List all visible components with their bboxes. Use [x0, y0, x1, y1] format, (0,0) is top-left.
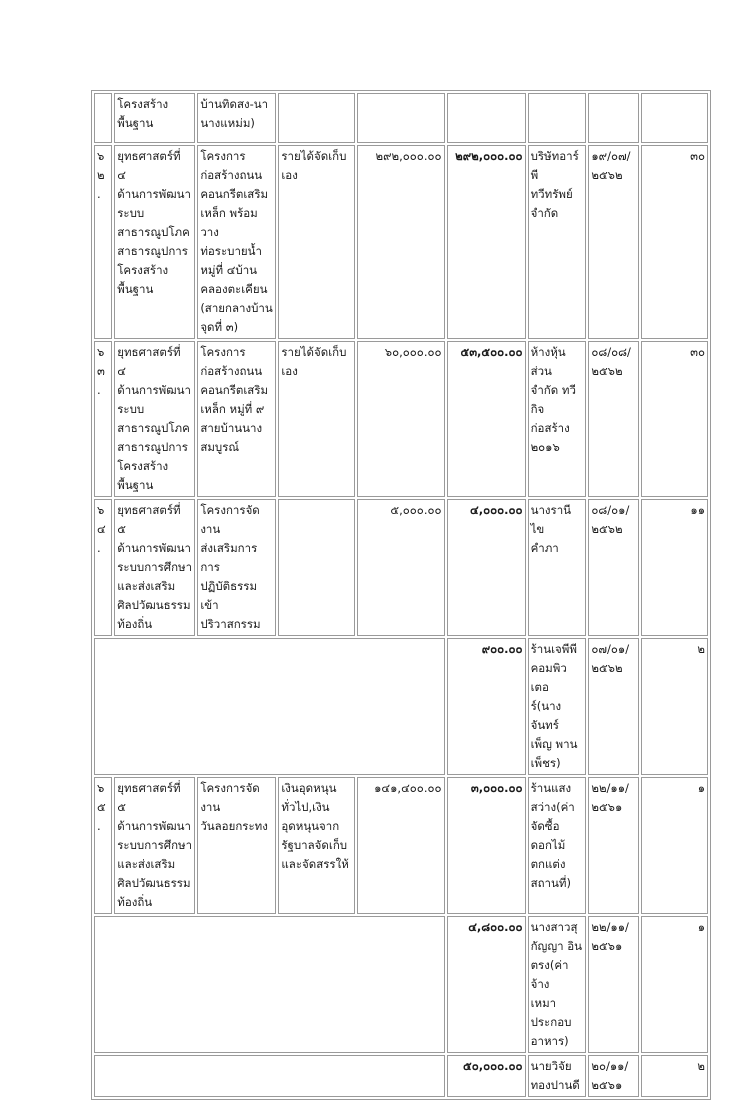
- contractor-cell-text: บริษัทอาร์พี ทวีทรัพย์ จำกัด: [530, 149, 579, 220]
- date-cell: [588, 777, 639, 914]
- budget-cell: [357, 777, 444, 914]
- contractor-cell: [528, 341, 587, 497]
- date-cell-text: ๒๐/๑๑/ ๒๕๖๑: [591, 1059, 629, 1092]
- budget-cell-text: ๒๙๒,๐๐๐.๐๐: [375, 149, 442, 163]
- date-cell-text: ๐๘/๐๑/ ๒๕๖๒: [591, 503, 630, 536]
- days-cell-text: ๒: [697, 1059, 705, 1073]
- budget-source-cell: [278, 341, 355, 497]
- amount-cell-text: ๙๐๐.๐๐: [481, 642, 523, 656]
- amount-cell: [447, 777, 526, 914]
- project-cell-text: โครงการจัดงาน ส่งเสริมการการ ปฏิบัติธรรมเข้า ปริวาสกรรม: [200, 503, 261, 631]
- budget-cell: [357, 145, 444, 339]
- row-number-cell: [94, 145, 112, 339]
- row-number-cell: [94, 93, 112, 143]
- contractor-cell: [528, 1055, 587, 1097]
- amount-cell: [447, 1055, 526, 1097]
- contractor-cell: [528, 638, 587, 775]
- strategy-cell: [114, 93, 195, 143]
- days-cell: [641, 145, 708, 339]
- amount-cell: [447, 499, 526, 636]
- date-cell-text: ๒๒/๑๑/ ๒๕๖๑: [591, 920, 629, 953]
- contractor-cell-text: ร้านแสง สว่าง(ค่า จัดซื้อ ดอกไม้ ตกแต่ง สถานที่): [530, 781, 575, 890]
- date-cell: [588, 1055, 639, 1097]
- budget-source-cell-text: เงินอุดหนุน ทั่วไป,เงิน อุดหนุนจาก รัฐบาลจัดเก็บ และจัดสรรให้: [281, 781, 349, 871]
- days-cell: [641, 499, 708, 636]
- row-number-cell: [94, 341, 112, 497]
- contractor-cell: [528, 499, 587, 636]
- table-row: [94, 638, 708, 775]
- strategy-cell-text: โครงสร้าง พื้นฐาน: [117, 97, 169, 130]
- project-cell: [197, 93, 276, 143]
- amount-cell: [447, 93, 526, 143]
- row-number-cell-text: ๖๕ .: [97, 781, 106, 833]
- budget-source-cell-text: รายได้จัดเก็บ เอง: [281, 149, 347, 182]
- budget-source-cell: [278, 93, 355, 143]
- amount-cell: [447, 145, 526, 339]
- strategy-cell-text: ยุทธศาสตร์ที่ ๔ ด้านการพัฒนา ระบบ สาธารณูปโภค สาธารณูปการ โครงสร้าง พื้นฐาน: [117, 149, 191, 296]
- table-row: [94, 93, 708, 143]
- contractor-cell-text: นายวิจัย ทองปานดี: [530, 1059, 580, 1092]
- table-body: [94, 93, 708, 1097]
- days-cell-text: ๑: [697, 781, 705, 795]
- amount-cell-text: ๓,๐๐๐.๐๐: [470, 781, 523, 795]
- date-cell-text: ๒๒/๑๑/ ๒๕๖๑: [591, 781, 629, 814]
- table-row: [94, 777, 708, 914]
- days-cell: [641, 916, 708, 1053]
- budget-source-cell: [278, 777, 355, 914]
- strategy-cell-text: ยุทธศาสตร์ที่ ๔ ด้านการพัฒนา ระบบ สาธารณูปโภค สาธารณูปการ โครงสร้าง พื้นฐาน: [117, 345, 191, 492]
- contractor-cell-text: ร้านเจพีพี คอมพิวเตอ ร์(นางจันทร์ เพ็ญ พาน เพ็ชร): [530, 642, 578, 770]
- procurement-table: [91, 90, 711, 1100]
- days-cell: [641, 777, 708, 914]
- date-cell-text: ๑๙/๐๗/ ๒๕๖๒: [591, 149, 631, 182]
- amount-cell: [447, 916, 526, 1053]
- row-number-cell-text: ๖๓ .: [97, 345, 105, 397]
- date-cell: [588, 341, 639, 497]
- project-cell-text: โครงการ ก่อสร้างถนน คอนกรีตเสริม เหล็ก หมู่ที่ ๙ สายบ้านนาง สมบูรณ์: [200, 345, 269, 454]
- strategy-cell: [114, 145, 195, 339]
- project-cell: [197, 145, 276, 339]
- amount-cell: [447, 638, 526, 775]
- project-cell: [197, 499, 276, 636]
- budget-source-cell: [278, 145, 355, 339]
- amount-cell-text: ๔,๘๐๐.๐๐: [468, 920, 523, 934]
- amount-cell: [447, 341, 526, 497]
- table-row: [94, 499, 708, 636]
- project-cell: [197, 777, 276, 914]
- budget-cell: [357, 341, 444, 497]
- strategy-cell: [114, 499, 195, 636]
- days-cell: [641, 93, 708, 143]
- table-row: [94, 145, 708, 339]
- project-cell-text: โครงการ ก่อสร้างถนน คอนกรีตเสริม เหล็ก พร้อมวาง ท่อระบายน้ำ หมู่ที่ ๔บ้าน คลองตะเคียน (สายกลางบ้าน จุดที่ ๓): [200, 149, 273, 334]
- row-number-cell: [94, 777, 112, 914]
- days-cell-text: ๑: [697, 920, 705, 934]
- budget-cell: [357, 499, 444, 636]
- budget-cell-text: ๕,๐๐๐.๐๐: [390, 503, 442, 517]
- date-cell: [588, 93, 639, 143]
- contractor-cell: [528, 93, 587, 143]
- contractor-cell: [528, 777, 587, 914]
- strategy-cell: [114, 341, 195, 497]
- row-number-cell-text: ๖๒ .: [97, 149, 105, 201]
- days-cell-text: ๑๑: [690, 503, 705, 517]
- amount-cell-text: ๕๐,๐๐๐.๐๐: [463, 1059, 523, 1073]
- row-number-cell-text: ๖๔ .: [97, 503, 106, 555]
- strategy-cell-text: ยุทธศาสตร์ที่ ๕ ด้านการพัฒนา ระบบการศึกษา และส่งเสริม ศิลปวัฒนธรรม ท้องถิ่น: [117, 503, 193, 631]
- date-cell-text: ๐๗/๐๑/ ๒๕๖๒: [591, 642, 630, 675]
- project-cell-text: บ้านทิดสง-นา นางแหม่ม): [200, 97, 269, 130]
- merged-blank-cell: [94, 916, 445, 1053]
- date-cell-text: ๐๘/๐๘/ ๒๕๖๒: [591, 345, 631, 378]
- date-cell: [588, 638, 639, 775]
- contractor-cell-text: ห้างหุ้นส่วน จำกัด ทวีกิจ ก่อสร้าง ๒๐๑๖: [530, 345, 576, 454]
- date-cell: [588, 499, 639, 636]
- project-cell: [197, 341, 276, 497]
- days-cell-text: ๒: [697, 642, 705, 656]
- budget-source-cell: [278, 499, 355, 636]
- strategy-cell-text: ยุทธศาสตร์ที่ ๕ ด้านการพัฒนา ระบบการศึกษา และส่งเสริม ศิลปวัฒนธรรม ท้องถิ่น: [117, 781, 193, 909]
- budget-source-cell-text: รายได้จัดเก็บ เอง: [281, 345, 347, 378]
- contractor-cell-text: นางสาวสุ กัญญา อิน ตรง(ค่าจ้าง เหมา ประกอบ อาหาร): [530, 920, 583, 1048]
- table-row: [94, 341, 708, 497]
- amount-cell-text: ๕๓,๕๐๐.๐๐: [460, 345, 523, 359]
- merged-blank-cell: [94, 638, 445, 775]
- date-cell: [588, 916, 639, 1053]
- strategy-cell: [114, 777, 195, 914]
- merged-blank-cell: [94, 1055, 445, 1097]
- date-cell: [588, 145, 639, 339]
- budget-cell: [357, 93, 444, 143]
- days-cell: [641, 341, 708, 497]
- days-cell-text: ๓๐: [690, 345, 705, 359]
- contractor-cell: [528, 916, 587, 1053]
- amount-cell-text: ๒๙๒,๐๐๐.๐๐: [455, 149, 523, 163]
- days-cell: [641, 638, 708, 775]
- table-row: [94, 1055, 708, 1097]
- days-cell: [641, 1055, 708, 1097]
- row-number-cell: [94, 499, 112, 636]
- project-cell-text: โครงการจัดงาน วันลอยกระทง: [200, 781, 268, 833]
- budget-cell-text: ๖๐,๐๐๐.๐๐: [384, 345, 442, 359]
- budget-cell-text: ๑๔๑,๔๐๐.๐๐: [374, 781, 442, 795]
- amount-cell-text: ๔,๐๐๐.๐๐: [470, 503, 523, 517]
- days-cell-text: ๓๐: [690, 149, 705, 163]
- contractor-cell-text: นางรานี ไข คำภา: [530, 503, 572, 555]
- contractor-cell: [528, 145, 587, 339]
- table-row: [94, 916, 708, 1053]
